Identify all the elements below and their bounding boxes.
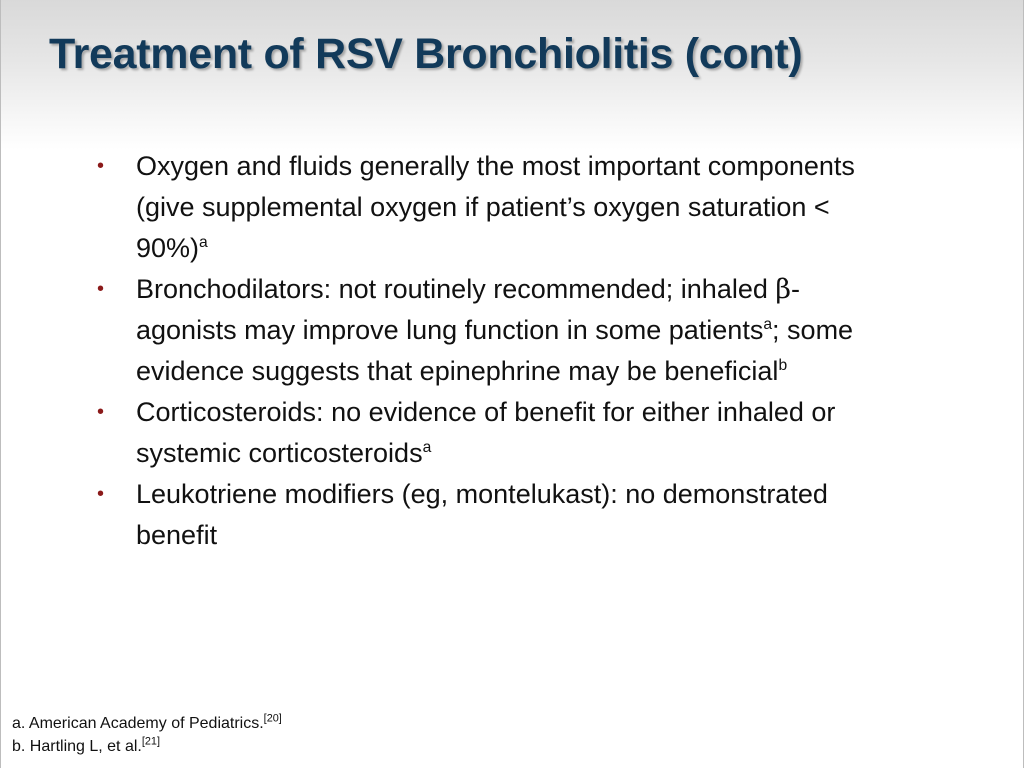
bullet-oxygen-fluids (97, 146, 897, 269)
bullet-text: Leukotriene modifiers (eg, montelukast): no demonstrated benefit (136, 479, 828, 550)
slide-title: Treatment of RSV Bronchiolitis (cont) (49, 30, 803, 78)
citation-superscript: b (778, 357, 788, 374)
citation-superscript: a (199, 234, 208, 251)
bullet-bronchodilators (97, 269, 897, 392)
reference-number: [21] (141, 735, 160, 748)
bullet-text: Oxygen and fluids generally the most important components (give supplemental oxygen if patient’s oxygen saturation < 90%) (136, 151, 855, 263)
bullet-list (97, 146, 897, 556)
references (12, 712, 282, 758)
bullet-text: -agonists may improve lung function in some patients (136, 274, 800, 345)
citation-superscript: a (422, 439, 432, 456)
bullet-text: ; some evidence suggests that epinephrine may be beneficial (136, 315, 854, 386)
citation-superscript: a (763, 316, 773, 333)
bullet-marker: • (97, 401, 105, 423)
reference-b (12, 735, 282, 758)
bullet-text: Corticosteroids: no evidence of benefit for either inhaled or systemic corticosteroids (136, 397, 836, 468)
bullet-marker: • (97, 483, 105, 505)
reference-a (12, 712, 282, 735)
reference-text: b. Hartling L, et al. (12, 738, 142, 755)
bullet-marker: • (97, 155, 105, 177)
reference-text: a. American Academy of Pediatrics. (12, 715, 264, 732)
bullet-text: Bronchodilators: not routinely recommended; inhaled (136, 274, 776, 304)
bullet-marker: • (97, 278, 105, 300)
reference-number: [20] (263, 712, 282, 725)
beta-symbol: β (775, 274, 791, 305)
bullet-corticosteroids (97, 392, 897, 474)
bullet-leukotriene (97, 474, 897, 556)
